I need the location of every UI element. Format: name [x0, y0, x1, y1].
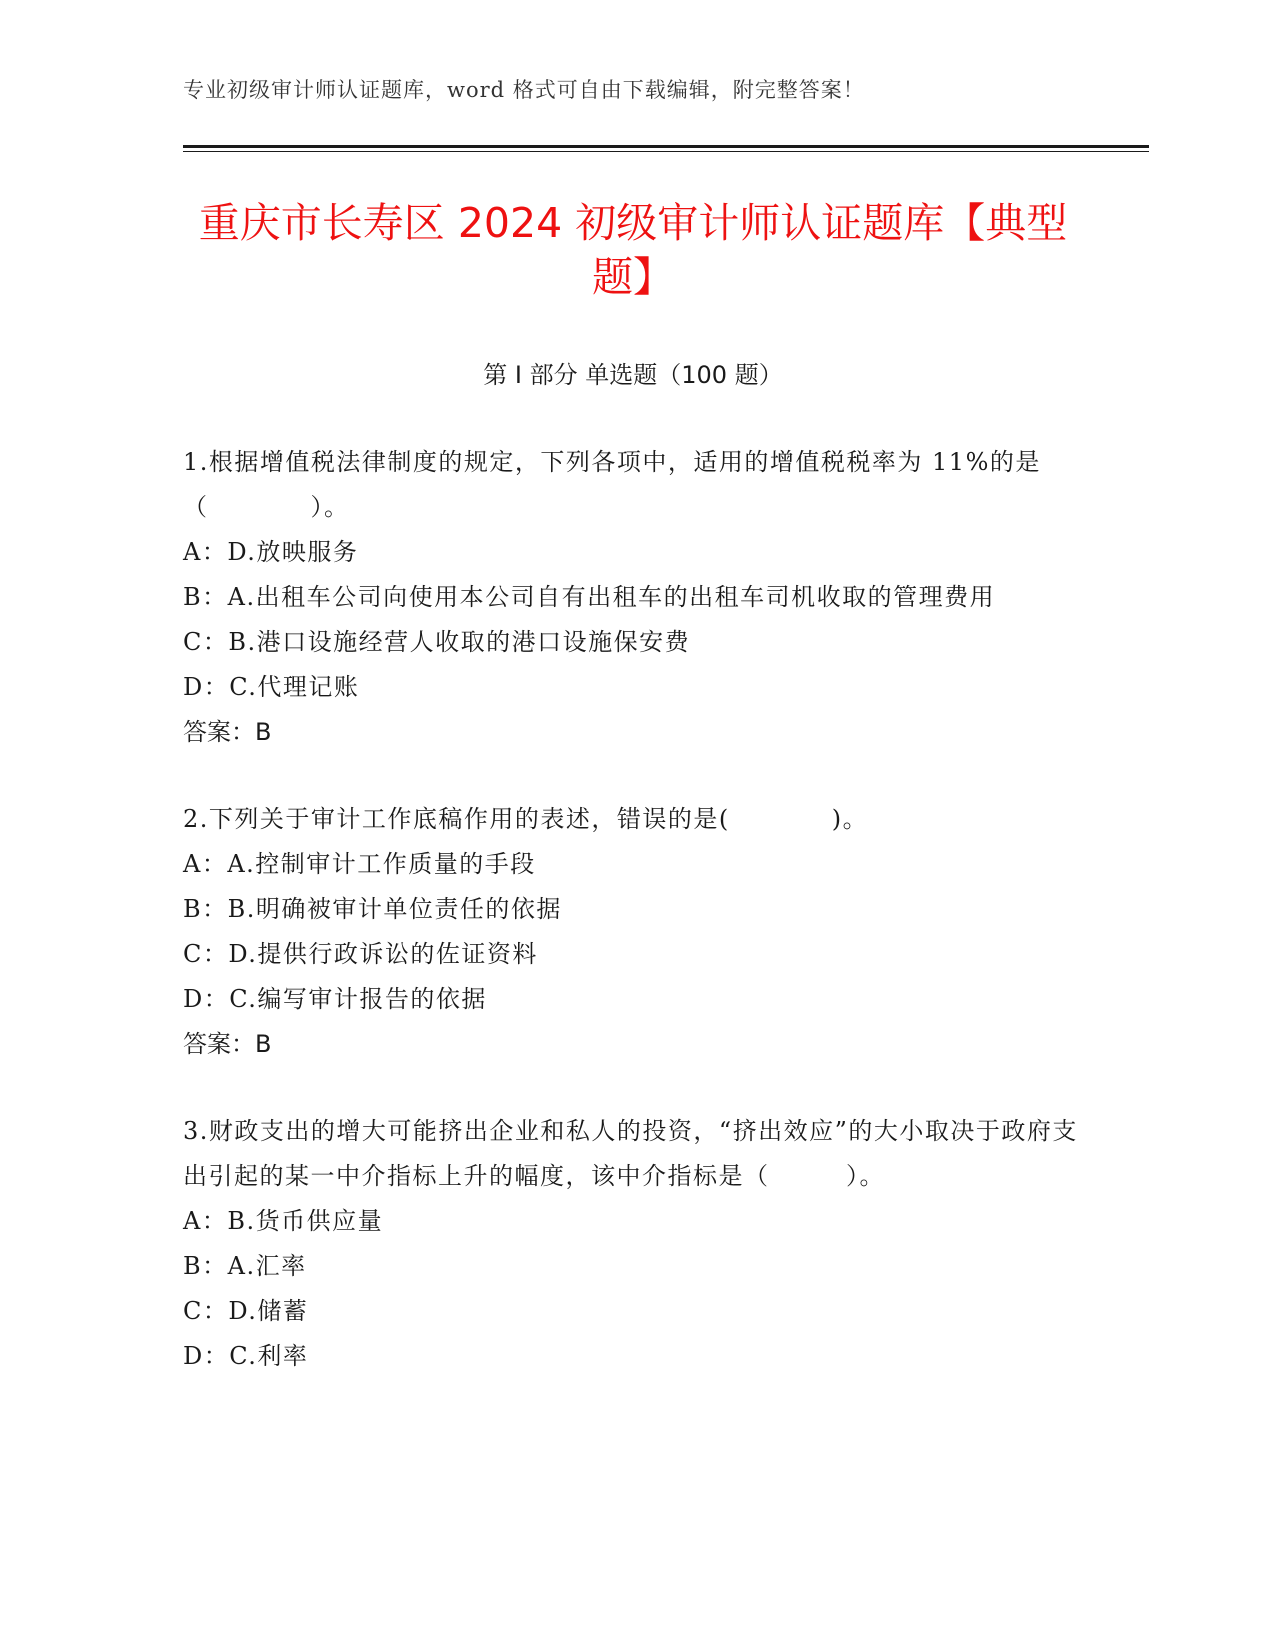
question-list	[183, 440, 1083, 1421]
option-b: B：B.明确被审计单位责任的依据	[183, 895, 562, 923]
question-3	[183, 1109, 1083, 1379]
answer-label: 答案：B	[183, 718, 272, 746]
header-note: 专业初级审计师认证题库，word 格式可自由下载编辑，附完整答案！	[183, 78, 865, 102]
option-b: B：A.汇率	[183, 1252, 307, 1280]
header-rule-thin	[183, 151, 1149, 152]
section-heading: 第 I 部分 单选题（100 题）	[483, 361, 783, 389]
header-rule-thick	[183, 145, 1149, 148]
option-c: C：D.储蓄	[183, 1297, 309, 1325]
question-stem: 3.财政支出的增大可能挤出企业和私人的投资，“挤出效应”的大小取决于政府支出引起的某一中介指标上升的幅度，该中介指标是（ ）。	[183, 1117, 1078, 1190]
option-c: C：D.提供行政诉讼的佐证资料	[183, 940, 538, 968]
option-c: C：B.港口设施经营人收取的港口设施保安费	[183, 628, 691, 656]
option-a: A：D.放映服务	[183, 538, 359, 566]
question-2	[183, 797, 1083, 1067]
option-a: A：A.控制审计工作质量的手段	[183, 850, 536, 878]
answer-label: 答案：B	[183, 1030, 272, 1058]
option-b: B：A.出租车公司向使用本公司自有出租车的出租车司机收取的管理费用	[183, 583, 996, 611]
document-title: 重庆市长寿区 2024 初级审计师认证题库【典型题】	[198, 199, 1068, 301]
option-d: D：C.代理记账	[183, 673, 360, 701]
question-1	[183, 440, 1083, 755]
option-d: D：C.利率	[183, 1342, 309, 1370]
option-d: D：C.编写审计报告的依据	[183, 985, 487, 1013]
option-a: A：B.货币供应量	[183, 1207, 384, 1235]
question-stem: 2.下列关于审计工作底稿作用的表述，错误的是( )。	[183, 805, 869, 833]
question-stem: 1.根据增值税法律制度的规定，下列各项中，适用的增值税税率为 11%的是（ ）。	[183, 448, 1041, 521]
